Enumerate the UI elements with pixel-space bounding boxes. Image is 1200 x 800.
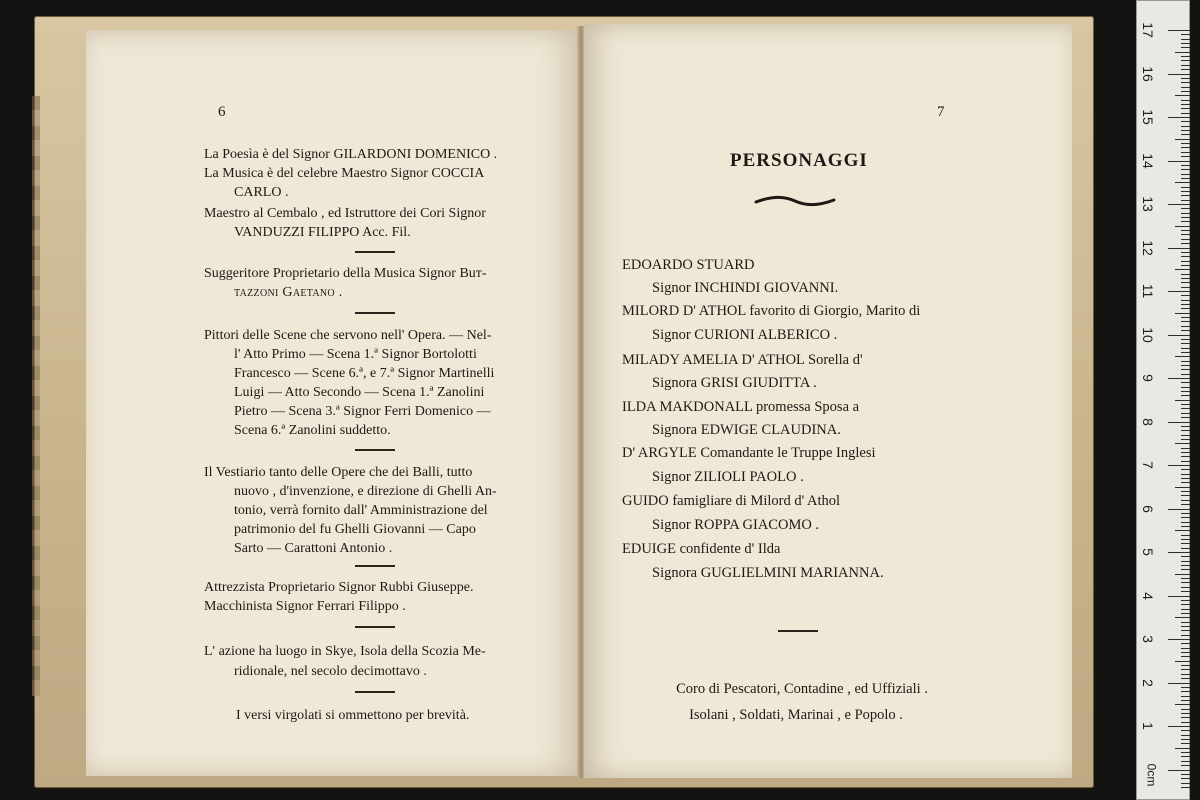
ruler-tick bbox=[1168, 509, 1190, 510]
character-role: ILDA MAKDONALL promessa Sposa a bbox=[622, 399, 860, 415]
ruler-tick bbox=[1175, 226, 1190, 227]
credit-machinist: Macchinista Signor Ferrari Filippo . bbox=[204, 599, 406, 614]
ruler-tick bbox=[1181, 152, 1190, 153]
ruler-tick bbox=[1181, 609, 1190, 610]
ruler-tick bbox=[1181, 504, 1190, 505]
ruler-tick bbox=[1181, 430, 1190, 431]
character-singer: Signora GUGLIELMINI MARIANNA. bbox=[652, 565, 884, 581]
ruler-number: 2 bbox=[1140, 678, 1156, 687]
ruler-tick bbox=[1181, 56, 1190, 57]
chorus-line-2: Isolani , Soldati, Marinai , e Popolo . bbox=[689, 707, 903, 723]
credit-costumes-4: patrimonio del fu Ghelli Giovanni — Capo bbox=[234, 522, 476, 537]
ruler-tick bbox=[1181, 265, 1190, 266]
page-number-left: 6 bbox=[218, 104, 226, 120]
divider-rule bbox=[355, 251, 395, 253]
ruler-number: 7 bbox=[1140, 461, 1156, 469]
ruler-tick bbox=[1181, 500, 1190, 501]
ruler-tick bbox=[1181, 543, 1190, 544]
character-role: EDOARDO STUARD bbox=[622, 257, 755, 273]
credit-painters-3: Francesco — Scene 6.ª, e 7.ª Signor Martinelli bbox=[234, 366, 495, 381]
ruler-tick bbox=[1181, 613, 1190, 614]
ruler-tick bbox=[1181, 709, 1190, 710]
ruler-tick bbox=[1181, 408, 1190, 409]
ruler-tick bbox=[1181, 626, 1190, 627]
ruler-tick bbox=[1181, 221, 1190, 222]
credit-costumes-3: tonio, verrà fornito dall' Amministrazione del bbox=[234, 503, 488, 518]
divider-rule bbox=[355, 449, 395, 451]
ruler-tick bbox=[1181, 208, 1190, 209]
ruler-tick bbox=[1175, 182, 1190, 183]
ruler-tick bbox=[1181, 482, 1190, 483]
ruler-tick bbox=[1168, 204, 1190, 205]
ruler-tick bbox=[1181, 60, 1190, 61]
ruler-number: 6 bbox=[1140, 504, 1156, 513]
ruler-tick bbox=[1181, 452, 1190, 453]
ruler-tick bbox=[1181, 735, 1190, 736]
character-role: MILADY AMELIA D' ATHOL Sorella d' bbox=[622, 352, 863, 368]
ruler-tick bbox=[1181, 426, 1190, 427]
ruler-tick bbox=[1181, 317, 1190, 318]
ruler-tick bbox=[1181, 47, 1190, 48]
ruler-tick bbox=[1181, 391, 1190, 392]
ruler-tick bbox=[1181, 295, 1190, 296]
ruler-tick bbox=[1168, 552, 1190, 553]
credit-cembalo-cont: VANDUZZI FILIPPO Acc. Fil. bbox=[234, 225, 411, 240]
ruler-number: 8 bbox=[1140, 417, 1156, 426]
character-singer: Signora EDWIGE CLAUDINA. bbox=[652, 422, 841, 438]
ruler-tick bbox=[1181, 147, 1190, 148]
ruler-tick bbox=[1181, 87, 1190, 88]
ruler-tick bbox=[1181, 78, 1190, 79]
character-role: EDUIGE confidente d' Ilda bbox=[622, 541, 781, 557]
ruler-tick bbox=[1181, 321, 1190, 322]
ruler-tick bbox=[1181, 369, 1190, 370]
ruler-number: 13 bbox=[1140, 196, 1156, 212]
ruler-tick bbox=[1181, 287, 1190, 288]
ruler-number: 14 bbox=[1140, 152, 1156, 169]
ruler-tick bbox=[1168, 465, 1190, 466]
chorus-line-1: Coro di Pescatori, Contadine , ed Uffiziali . bbox=[676, 681, 928, 697]
ruler-tick bbox=[1181, 348, 1190, 349]
ruler-tick bbox=[1181, 604, 1190, 605]
ruler-tick bbox=[1181, 361, 1190, 362]
ruler-tick bbox=[1181, 474, 1190, 475]
ruler-number: 11 bbox=[1140, 283, 1156, 299]
ruler-tick bbox=[1181, 696, 1190, 697]
ruler-tick bbox=[1181, 669, 1190, 670]
ruler-tick bbox=[1168, 770, 1190, 771]
ruler-tick bbox=[1181, 765, 1190, 766]
ruler-tick bbox=[1181, 787, 1190, 788]
ruler-tick bbox=[1175, 269, 1190, 270]
credit-prompter: Suggeritore Proprietario della Musica Signor Buт- bbox=[204, 266, 487, 281]
ruler-tick bbox=[1181, 582, 1190, 583]
ruler-tick bbox=[1181, 65, 1190, 66]
ruler-tick bbox=[1168, 639, 1190, 640]
ruler-tick bbox=[1181, 774, 1190, 775]
ruler-tick bbox=[1181, 461, 1190, 462]
page-title: PERSONAGGI bbox=[730, 150, 868, 171]
divider-rule bbox=[778, 630, 818, 632]
ruler-tick bbox=[1181, 548, 1190, 549]
credit-painters-6: Scena 6.ª Zanolini suddetto. bbox=[234, 423, 391, 438]
ruler-tick bbox=[1181, 213, 1190, 214]
ruler-tick bbox=[1175, 95, 1190, 96]
ruler-tick bbox=[1181, 395, 1190, 396]
ruler-tick bbox=[1175, 52, 1190, 53]
ruler-tick bbox=[1181, 665, 1190, 666]
ruler-tick bbox=[1181, 622, 1190, 623]
ruler-tick bbox=[1181, 495, 1190, 496]
ruler-number: 10 bbox=[1140, 326, 1156, 343]
ruler-number: 3 bbox=[1140, 635, 1156, 643]
ruler-tick bbox=[1181, 352, 1190, 353]
ruler-tick bbox=[1181, 239, 1190, 240]
ruler-tick bbox=[1181, 630, 1190, 631]
ruler-tick bbox=[1168, 378, 1190, 379]
ruler-tick bbox=[1181, 234, 1190, 235]
ruler-tick bbox=[1181, 165, 1190, 166]
ruler-tick bbox=[1181, 326, 1190, 327]
setting-line-1: L' azione ha luogo in Skye, Isola della Scozia Me- bbox=[204, 644, 486, 659]
divider-rule bbox=[355, 691, 395, 693]
ruler-tick bbox=[1181, 387, 1190, 388]
ruler-tick bbox=[1181, 569, 1190, 570]
ruler-tick bbox=[1175, 443, 1190, 444]
divider-rule bbox=[355, 312, 395, 314]
divider-rule bbox=[355, 565, 395, 567]
ruler-tick bbox=[1181, 330, 1190, 331]
ruler-tick bbox=[1181, 243, 1190, 244]
ruler-number: 4 bbox=[1140, 591, 1156, 600]
ruler-tick bbox=[1181, 730, 1190, 731]
ruler-tick bbox=[1181, 413, 1190, 414]
ruler-tick bbox=[1181, 435, 1190, 436]
ruler-tick bbox=[1168, 74, 1190, 75]
ruler-number: 5 bbox=[1140, 548, 1156, 556]
ruler-tick bbox=[1181, 261, 1190, 262]
ruler-unit: 0cm bbox=[1144, 763, 1159, 787]
ruler-tick bbox=[1181, 652, 1190, 653]
ruler-tick bbox=[1181, 539, 1190, 540]
ruler-tick bbox=[1181, 491, 1190, 492]
character-singer: Signor ROPPA GIACOMO . bbox=[652, 517, 820, 533]
ruler-tick bbox=[1181, 556, 1190, 557]
credit-prompter-cont: tazzoni Gaetano . bbox=[234, 285, 343, 300]
ruler-tick bbox=[1181, 108, 1190, 109]
ruler-number: 17 bbox=[1140, 22, 1156, 38]
credit-painters-1: Pittori delle Scene che servono nell' Opera. — Nel- bbox=[204, 328, 492, 343]
ruler-tick bbox=[1181, 478, 1190, 479]
ruler-tick bbox=[1181, 565, 1190, 566]
ruler-tick bbox=[1181, 578, 1190, 579]
ruler-tick bbox=[1181, 134, 1190, 135]
ruler-tick bbox=[1181, 121, 1190, 122]
ruler-tick bbox=[1181, 674, 1190, 675]
ruler-tick bbox=[1168, 726, 1190, 727]
ruler-tick bbox=[1175, 400, 1190, 401]
character-singer: Signora GRISI GIUDITTA . bbox=[652, 375, 817, 391]
ruler-tick bbox=[1175, 704, 1190, 705]
page-number-right: 7 bbox=[937, 104, 945, 120]
ruler-tick bbox=[1181, 513, 1190, 514]
ruler-tick bbox=[1175, 661, 1190, 662]
ruler-tick bbox=[1181, 722, 1190, 723]
ruler-tick bbox=[1181, 43, 1190, 44]
ruler-tick bbox=[1181, 643, 1190, 644]
credit-props: Attrezzista Proprietario Signor Rubbi Giuseppe. bbox=[204, 580, 474, 595]
ruler-number: 1 bbox=[1140, 722, 1156, 730]
ruler-tick bbox=[1181, 469, 1190, 470]
character-role: D' ARGYLE Comandante le Truppe Inglesi bbox=[622, 445, 876, 461]
setting-line-2: ridionale, nel secolo decimottavo . bbox=[234, 664, 427, 679]
ruler-tick bbox=[1175, 748, 1190, 749]
ruler-tick bbox=[1181, 752, 1190, 753]
ruler-tick bbox=[1181, 195, 1190, 196]
ruler-tick bbox=[1181, 156, 1190, 157]
ruler-tick bbox=[1181, 648, 1190, 649]
ruler-tick bbox=[1181, 256, 1190, 257]
ruler-tick bbox=[1181, 282, 1190, 283]
ruler-tick bbox=[1181, 82, 1190, 83]
ruler-tick bbox=[1181, 365, 1190, 366]
character-role: MILORD D' ATHOL favorito di Giorgio, Marito di bbox=[622, 303, 921, 319]
ruler-tick bbox=[1181, 91, 1190, 92]
ruler-tick bbox=[1181, 561, 1190, 562]
ruler-number: 16 bbox=[1140, 65, 1156, 82]
ruler-tick bbox=[1181, 69, 1190, 70]
ruler-tick bbox=[1181, 535, 1190, 536]
ruler-tick bbox=[1181, 756, 1190, 757]
ruler-tick bbox=[1168, 683, 1190, 684]
credit-music-cont: CARLO . bbox=[234, 185, 289, 200]
ruler-tick bbox=[1181, 278, 1190, 279]
character-singer: Signor ZILIOLI PAOLO . bbox=[652, 469, 804, 485]
credit-costumes-2: nuovo , d'invenzione, e direzione di Ghelli An- bbox=[234, 484, 497, 499]
ruler-number: 9 bbox=[1140, 374, 1156, 382]
credit-music: La Musica è del celebre Maestro Signor COCCIA bbox=[204, 166, 485, 181]
ruler-tick bbox=[1181, 778, 1190, 779]
credit-cembalo: Maestro al Cembalo , ed Istruttore dei Cori Signor bbox=[204, 206, 486, 221]
ruler-tick bbox=[1181, 104, 1190, 105]
ruler-tick bbox=[1181, 39, 1190, 40]
ruler-number: 12 bbox=[1140, 239, 1156, 256]
ruler-tick bbox=[1181, 230, 1190, 231]
ruler-tick bbox=[1181, 308, 1190, 309]
ruler-tick bbox=[1181, 591, 1190, 592]
character-role: GUIDO famigliare di Milord d' Athol bbox=[622, 493, 841, 509]
ruler-tick bbox=[1181, 34, 1190, 35]
ruler-tick bbox=[1175, 530, 1190, 531]
ruler-tick bbox=[1181, 743, 1190, 744]
ruler-tick bbox=[1181, 200, 1190, 201]
ruler-tick bbox=[1181, 252, 1190, 253]
measuring-ruler bbox=[1136, 0, 1190, 800]
ruler-tick bbox=[1168, 291, 1190, 292]
ruler-tick bbox=[1181, 700, 1190, 701]
credit-painters-4: Luigi — Atto Secondo — Scena 1.ª Zanolini bbox=[234, 385, 485, 400]
verse-note: I versi virgolati si ommettono per brevità. bbox=[236, 708, 470, 723]
credit-painters-5: Pietro — Scena 3.ª Signor Ferri Domenico — bbox=[234, 404, 491, 419]
ruler-tick bbox=[1181, 143, 1190, 144]
ruler-tick bbox=[1181, 178, 1190, 179]
ruler-tick bbox=[1181, 678, 1190, 679]
ruler-tick bbox=[1181, 404, 1190, 405]
ruler-number: 15 bbox=[1140, 109, 1156, 125]
ruler-tick bbox=[1168, 596, 1190, 597]
ruler-tick bbox=[1175, 487, 1190, 488]
ruler-tick bbox=[1181, 713, 1190, 714]
ruler-tick bbox=[1168, 248, 1190, 249]
ruler-tick bbox=[1168, 117, 1190, 118]
ruler-tick bbox=[1175, 139, 1190, 140]
ruler-tick bbox=[1181, 687, 1190, 688]
ruler-tick bbox=[1181, 456, 1190, 457]
ruler-tick bbox=[1181, 343, 1190, 344]
divider-rule bbox=[355, 626, 395, 628]
ruler-tick bbox=[1181, 439, 1190, 440]
ruler-tick bbox=[1181, 187, 1190, 188]
ruler-tick bbox=[1181, 113, 1190, 114]
ruler-tick bbox=[1181, 174, 1190, 175]
character-singer: Signor INCHINDI GIOVANNI. bbox=[652, 280, 839, 296]
ruler-tick bbox=[1168, 422, 1190, 423]
ruler-tick bbox=[1181, 274, 1190, 275]
ruler-tick bbox=[1181, 587, 1190, 588]
ruler-tick bbox=[1181, 130, 1190, 131]
ruler-tick bbox=[1175, 617, 1190, 618]
ruler-tick bbox=[1168, 30, 1190, 31]
ornament-swash bbox=[754, 194, 836, 208]
credit-costumes-1: Il Vestiario tanto delle Opere che dei Balli, tutto bbox=[204, 465, 473, 480]
ruler-tick bbox=[1181, 761, 1190, 762]
ruler-tick bbox=[1181, 382, 1190, 383]
ruler-tick bbox=[1181, 169, 1190, 170]
credit-painters-2: l' Atto Primo — Scena 1.ª Signor Bortolotti bbox=[234, 347, 477, 362]
ruler-tick bbox=[1181, 191, 1190, 192]
ruler-tick bbox=[1181, 526, 1190, 527]
ruler-tick bbox=[1181, 374, 1190, 375]
ruler-tick bbox=[1175, 313, 1190, 314]
ruler-tick bbox=[1181, 691, 1190, 692]
ruler-tick bbox=[1181, 100, 1190, 101]
ruler-tick bbox=[1181, 339, 1190, 340]
credit-costumes-5: Sarto — Carattoni Antonio . bbox=[234, 541, 393, 556]
character-singer: Signor CURIONI ALBERICO . bbox=[652, 327, 838, 343]
ruler-tick bbox=[1181, 635, 1190, 636]
ruler-tick bbox=[1168, 335, 1190, 336]
ruler-tick bbox=[1181, 126, 1190, 127]
ruler-tick bbox=[1181, 417, 1190, 418]
ruler-tick bbox=[1168, 161, 1190, 162]
ruler-tick bbox=[1181, 600, 1190, 601]
ruler-tick bbox=[1181, 448, 1190, 449]
ruler-tick bbox=[1181, 656, 1190, 657]
ruler-tick bbox=[1181, 517, 1190, 518]
ruler-tick bbox=[1181, 300, 1190, 301]
ruler-tick bbox=[1181, 304, 1190, 305]
ruler-tick bbox=[1181, 783, 1190, 784]
credit-poetry: La Poesìa è del Signor GILARDONI DOMENICO . bbox=[204, 147, 498, 162]
ruler-tick bbox=[1181, 217, 1190, 218]
ruler-tick bbox=[1181, 522, 1190, 523]
ruler-tick bbox=[1175, 574, 1190, 575]
ruler-tick bbox=[1175, 356, 1190, 357]
ruler-tick bbox=[1181, 717, 1190, 718]
ruler-tick bbox=[1181, 739, 1190, 740]
